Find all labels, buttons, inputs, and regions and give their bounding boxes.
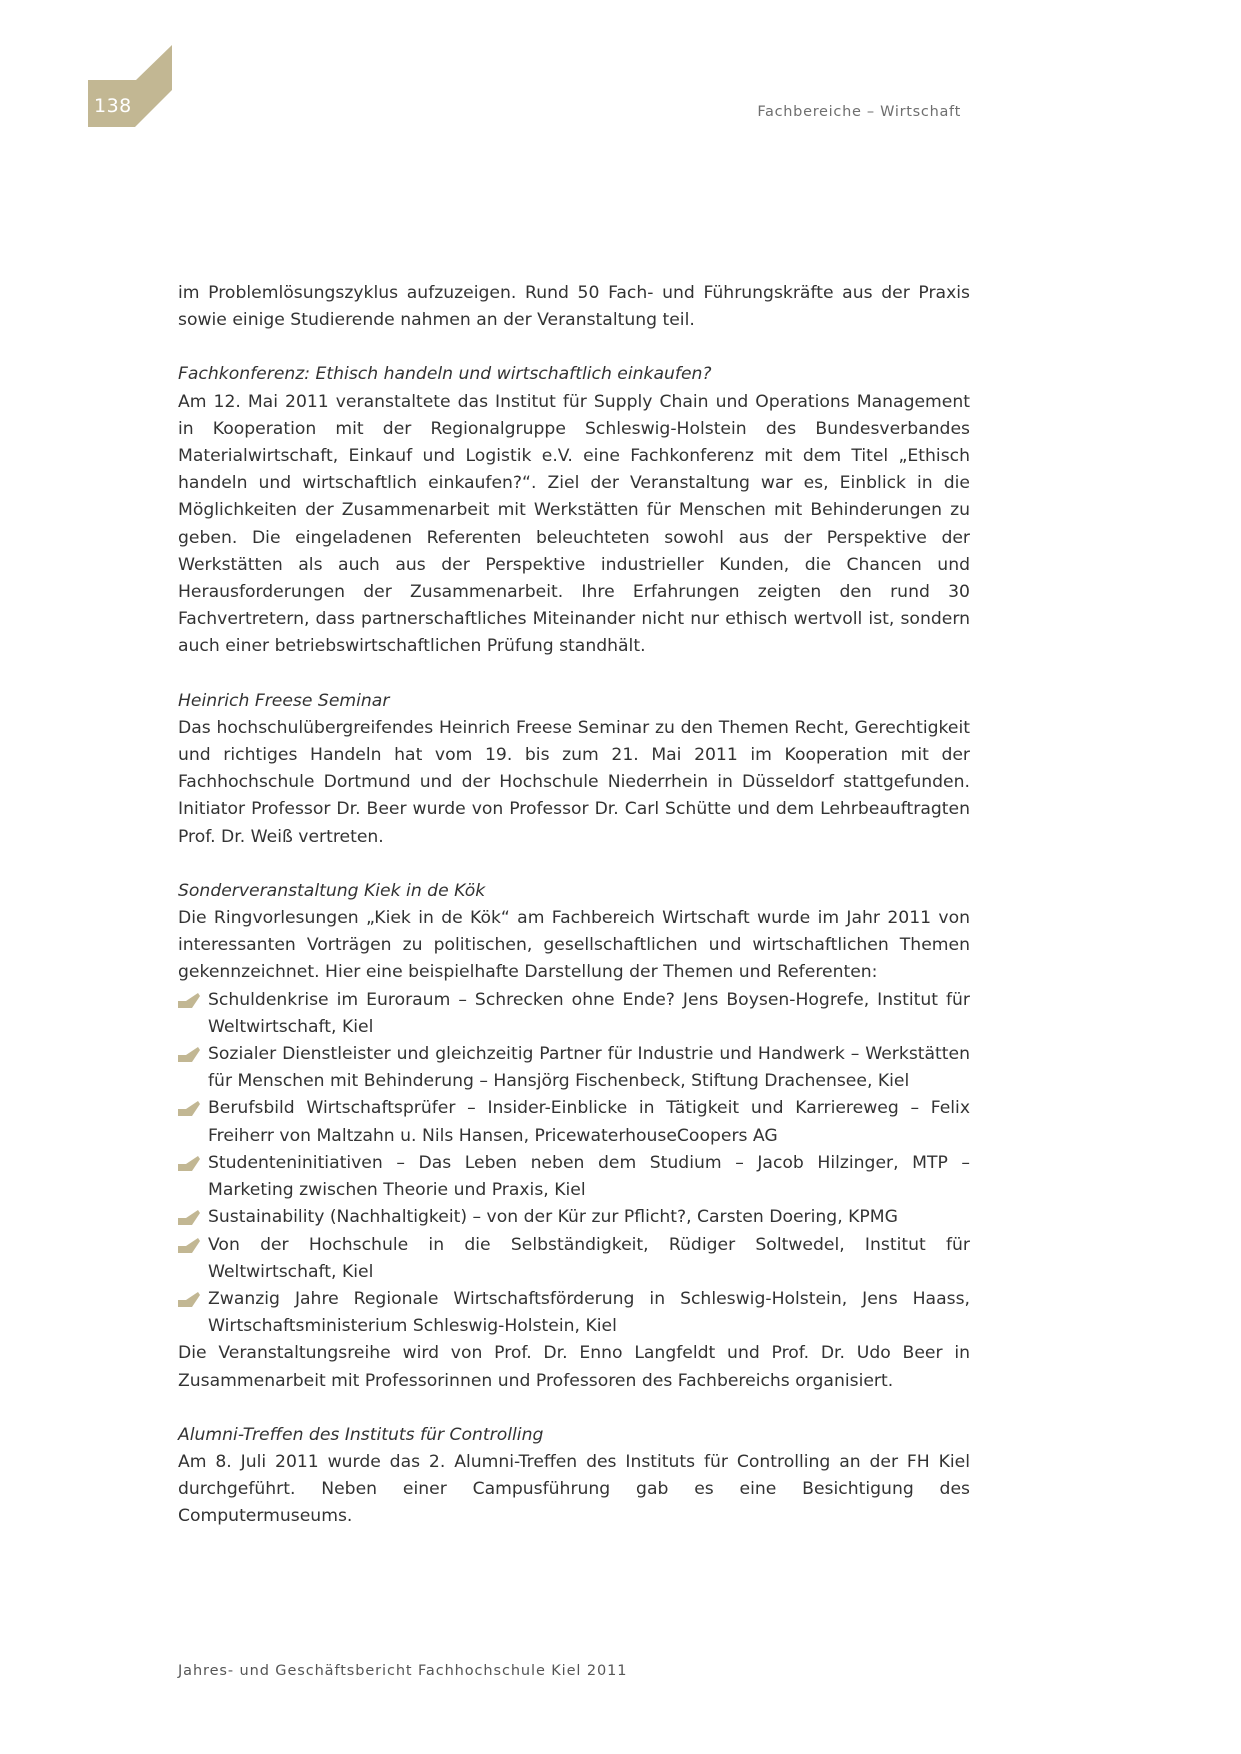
section-body: Am 12. Mai 2011 veranstaltete das Institut für Supply Chain und Operations Management in Kooperation mit der Regionalgruppe Schleswig-Holstein des Bundesverbandes Materialwirtschaft, Einkauf und Logistik e.V. eine Fachkonferenz mit dem Titel „Ethisch handeln und wirtschaftlich einkaufen?“. Ziel der Veranstaltung war es, Einblick in die Möglichkeiten der Zusammenarbeit mit Werkstätten für Menschen mit Behinderungen zu geben. Die eingeladenen Referenten beleuchteten sowohl aus der Perspektive der Werkstätten als auch aus der Perspektive industrieller Kunden, die Chancen und Herausforderungen der Zusammenarbeit. Ihre Erfahrungen zeigten den rund 30 Fachvertretern, dass partnerschaftliches Miteinander nicht nur ethisch wertvoll ist, sondern auch einer betriebswirtschaftlichen Prüfung standhält. xyxy=(178,391,970,657)
intro-paragraph: im Problemlösungszyklus aufzuzeigen. Rund 50 Fach- und Führungskräfte aus der Praxis sowie einige Studierende nahmen an der Veranstaltung teil. xyxy=(178,283,970,331)
list-item-text: Zwanzig Jahre Regionale Wirtschaftsförderung in Schleswig-Holstein, Jens Haass, Wirtschaftsministerium Schleswig-Holstein, Kiel xyxy=(208,1288,970,1337)
section-title: Fachkonferenz: Ethisch handeln und wirtschaftlich einkaufen? xyxy=(178,364,712,385)
page-footer: Jahres- und Geschäftsbericht Fachhochschule Kiel 2011 xyxy=(178,1663,628,1679)
section-body: Das hochschulübergreifendes Heinrich Freese Seminar zu den Themen Recht, Gerechtigkeit und richtiges Handeln hat vom 19. bis zum 21. Mai 2011 im Kooperation mit der Fachhochschule Dortmund und der Hochschule Niederrhein in Düsseldorf stattgefunden. Initiator Professor Dr. Beer wurde von Professor Dr. Carl Schütte und dem Lehrbeauftragten Prof. Dr. Weiß vertreten. xyxy=(178,717,970,847)
check-bullet-icon xyxy=(178,1155,200,1171)
section-heinrich-freese xyxy=(178,688,970,851)
main-content xyxy=(178,280,970,1531)
section-fachkonferenz xyxy=(178,361,970,660)
section-title: Sonderveranstaltung Kiek in de Kök xyxy=(178,880,486,901)
section-alumni-treffen xyxy=(178,1422,970,1531)
list-item-text: Schuldenkrise im Euroraum – Schrecken ohne Ende? Jens Boysen-Hogrefe, Institut für Weltwirtschaft, Kiel xyxy=(208,989,970,1037)
list-item xyxy=(178,1095,970,1149)
list-item-text: Von der Hochschule in die Selbständigkeit, Rüdiger Soltwedel, Institut für Weltwirtschaft, Kiel xyxy=(208,1234,970,1282)
list-item xyxy=(178,1041,970,1095)
check-bullet-icon xyxy=(178,1046,200,1062)
section-body: Die Ringvorlesungen „Kiek in de Kök“ am Fachbereich Wirtschaft wurde im Jahr 2011 von interessanten Vorträgen zu politischen, gesellschaftlichen und wirtschaftlichen Themen gekennzeichnet. Hier eine beispielhafte Darstellung der Themen und Referenten: xyxy=(178,908,970,983)
list-item-text: Sozialer Dienstleister und gleichzeitig Partner für Industrie und Handwerk – Werkstätten für Menschen mit Behinderung – Hansjörg Fischenbeck, Stiftung Drachensee, Kiel xyxy=(208,1044,970,1092)
list-item xyxy=(178,1286,970,1340)
section-closing: Die Veranstaltungsreihe wird von Prof. Dr. Enno Langfeldt und Prof. Dr. Udo Beer in Zusammenarbeit mit Professorinnen und Professoren des Fachbereichs organisiert. xyxy=(178,1343,970,1391)
list-item xyxy=(178,1150,970,1204)
list-item-text: Berufsbild Wirtschaftsprüfer – Insider-Einblicke in Tätigkeit und Karriereweg – Felix Freiherr von Maltzahn u. Nils Hansen, PricewaterhouseCoopers AG xyxy=(208,1098,970,1146)
section-title: Heinrich Freese Seminar xyxy=(178,690,390,711)
list-item xyxy=(178,1232,970,1286)
running-header: Fachbereiche – Wirtschaft xyxy=(757,104,961,120)
check-bullet-icon xyxy=(178,1291,200,1307)
list-item-text: Studenteninitiativen – Das Leben neben dem Studium – Jacob Hilzinger, MTP – Marketing zwischen Theorie und Praxis, Kiel xyxy=(208,1152,970,1201)
check-bullet-icon xyxy=(178,992,200,1008)
list-item xyxy=(178,1204,970,1231)
check-bullet-icon xyxy=(178,1237,200,1253)
check-bullet-icon xyxy=(178,1100,200,1116)
section-body: Am 8. Juli 2011 wurde das 2. Alumni-Treffen des Instituts für Controlling an der FH Kiel durchgeführt. Neben einer Campusführung gab es eine Besichtigung des Computermuseums. xyxy=(178,1451,970,1527)
list-item xyxy=(178,987,970,1041)
section-kiek-in-de-koek xyxy=(178,878,970,1395)
list-item-text: Sustainability (Nachhaltigkeit) – von der Kür zur Pflicht?, Carsten Doering, KPMG xyxy=(208,1207,898,1228)
check-bullet-icon xyxy=(178,1209,200,1225)
page-number: 138 xyxy=(94,95,132,117)
section-title: Alumni-Treffen des Instituts für Controlling xyxy=(178,1424,544,1445)
lecture-list xyxy=(178,987,970,1341)
